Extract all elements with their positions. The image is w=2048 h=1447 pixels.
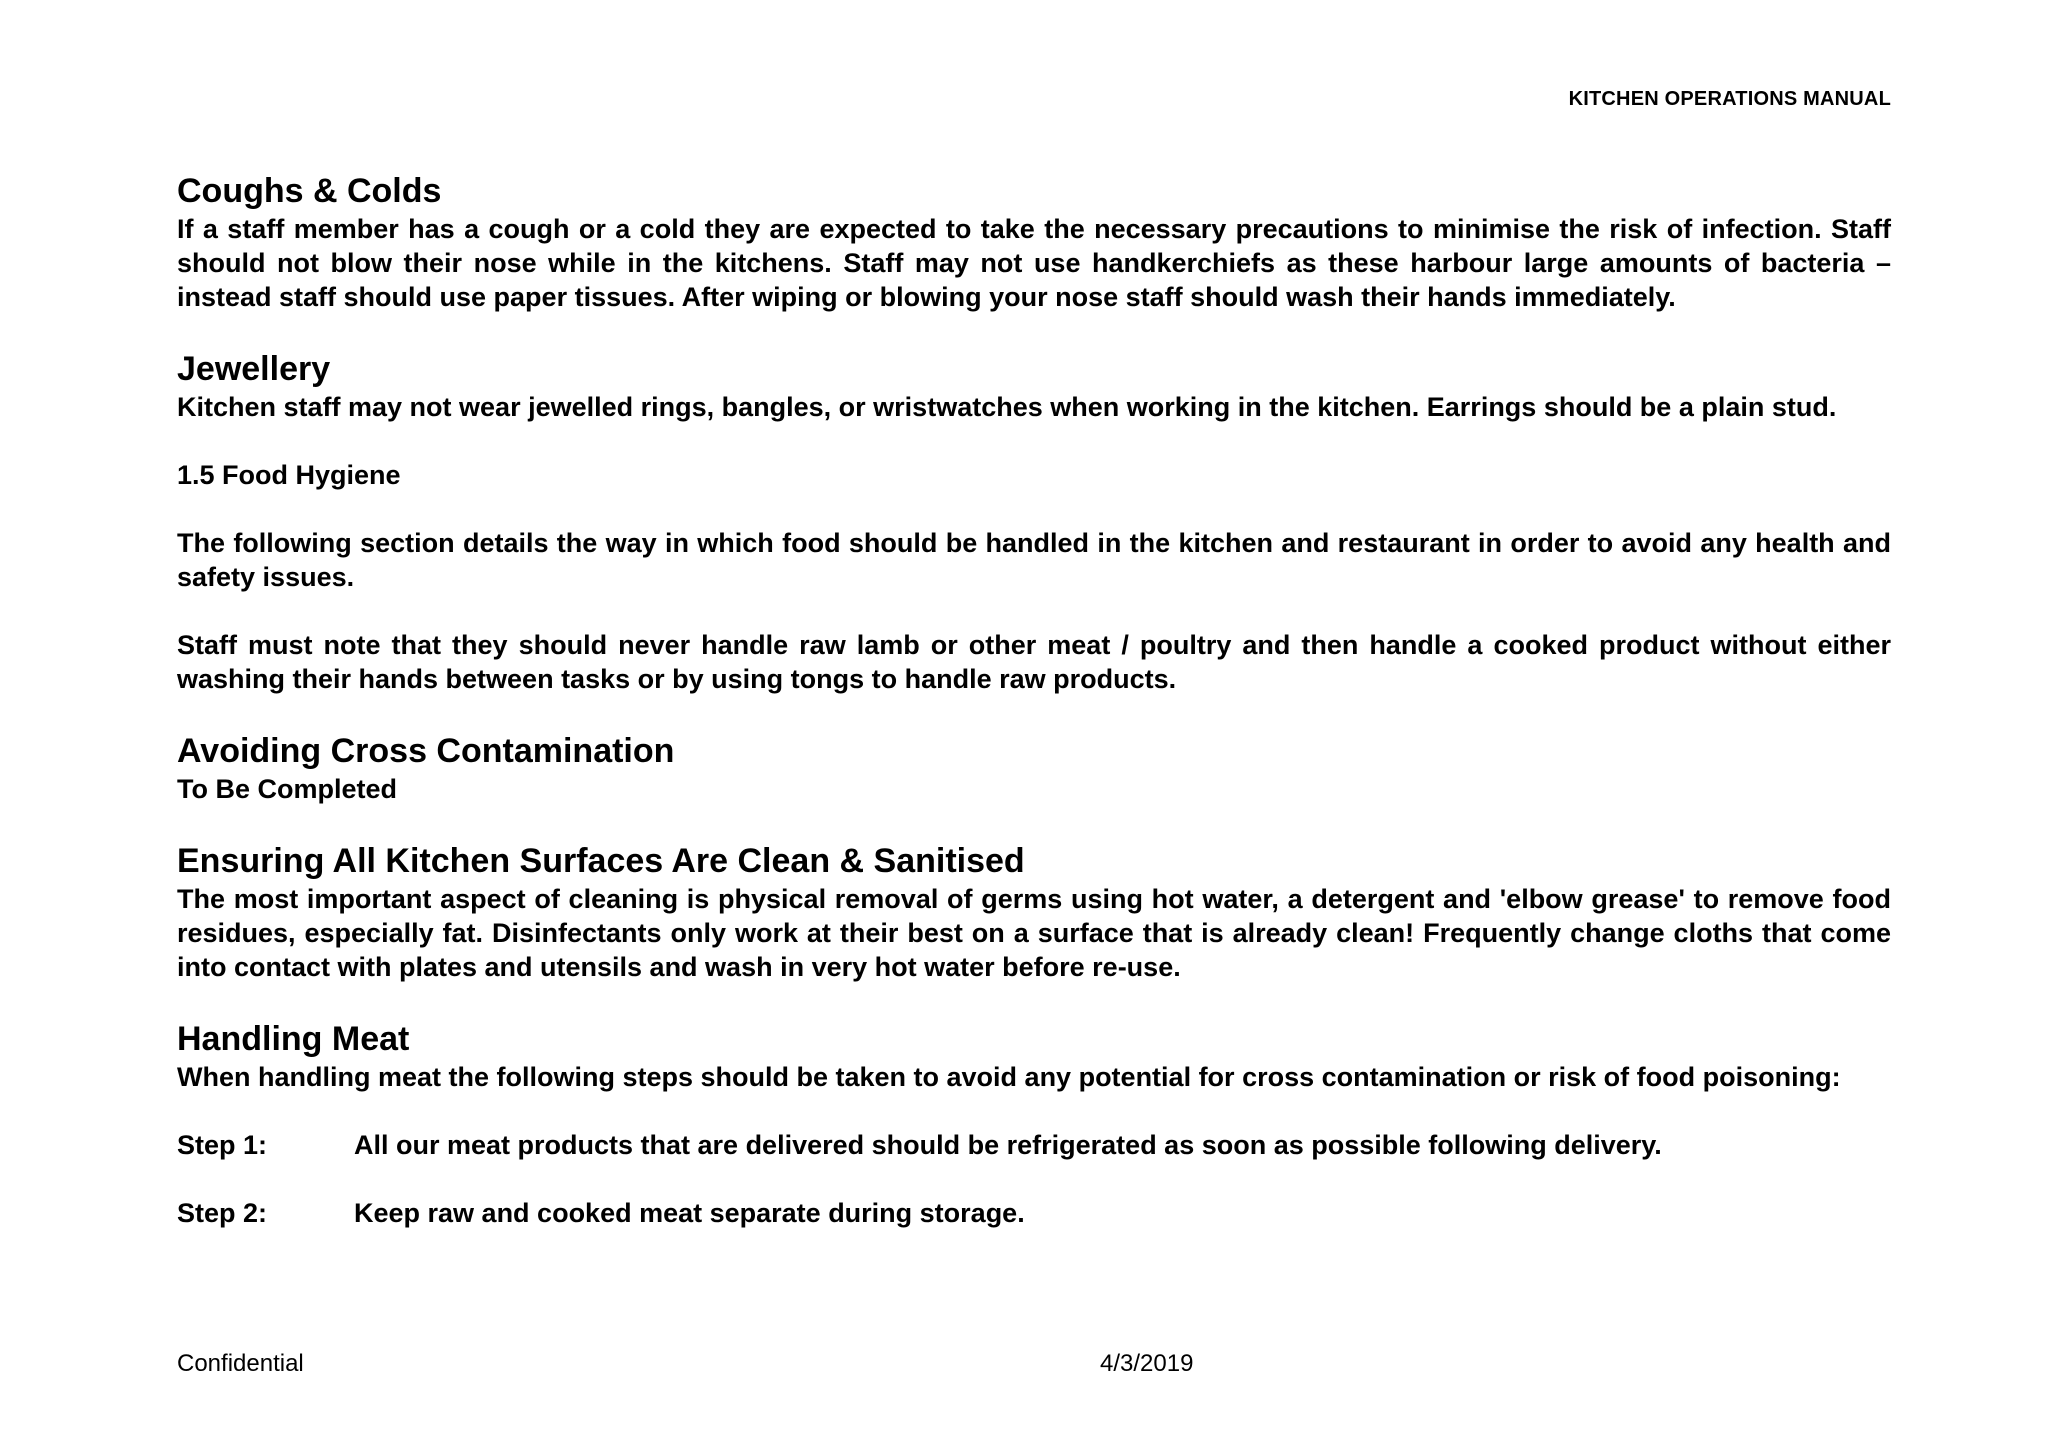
section-heading: Ensuring All Kitchen Surfaces Are Clean & Sanitised <box>177 842 1025 880</box>
page-header-title: KITCHEN OPERATIONS MANUAL <box>1568 88 1891 110</box>
section-body: The most important aspect of cleaning is physical removal of germs using hot water, a detergent and 'elbow grease' to remove food residues, especially fat. Disinfectants only work at their best on a surface that is already clean! Frequently change cloths that come into contact with plates and utensils and wash in very hot water before re-use. <box>177 884 1891 982</box>
section-heading: Jewellery <box>177 350 331 388</box>
section-body: Kitchen staff may not wear jewelled rings, bangles, or wristwatches when working in the kitchen. Earrings should be a plain stud. <box>177 392 1837 422</box>
section-handling-meat <box>177 1018 1891 1230</box>
footer-date: 4/3/2019 <box>1100 1350 1194 1377</box>
step-label: Step 1: <box>177 1130 268 1160</box>
section-heading: Avoiding Cross Contamination <box>177 732 675 770</box>
section-body: If a staff member has a cough or a cold they are expected to take the necessary precautions to minimise the risk of infection. Staff should not blow their nose while in the kitchens. Staff may not use handkerchiefs as these harbour large amounts of bacteria – instead staff should use paper tissues. After wiping or blowing your nose staff should wash their hands immediately. <box>177 214 1891 312</box>
section-body: When handling meat the following steps should be taken to avoid any potential for cross contamination or risk of food poisoning: <box>177 1062 1841 1092</box>
document-content <box>177 170 1891 1230</box>
section-food-hygiene <box>177 458 1891 696</box>
subsection-heading: 1.5 Food Hygiene <box>177 460 401 490</box>
section-clean-surfaces <box>177 840 1891 984</box>
step-text: All our meat products that are delivered should be refrigerated as soon as possible following delivery. <box>354 1130 1662 1160</box>
section-heading: Handling Meat <box>177 1020 410 1058</box>
section-paragraph: The following section details the way in which food should be handled in the kitchen and restaurant in order to avoid any health and safety issues. <box>177 528 1891 592</box>
section-body: To Be Completed <box>177 774 398 804</box>
section-jewellery <box>177 348 1891 424</box>
step-label: Step 2: <box>177 1198 268 1228</box>
section-coughs-colds <box>177 170 1891 314</box>
footer-confidential: Confidential <box>177 1350 304 1377</box>
section-heading: Coughs & Colds <box>177 172 442 210</box>
section-cross-contamination <box>177 730 1891 806</box>
step-item <box>177 1196 1891 1230</box>
step-item <box>177 1128 1891 1162</box>
section-paragraph: Staff must note that they should never handle raw lamb or other meat / poultry and then handle a cooked product without either washing their hands between tasks or by using tongs to handle raw products. <box>177 630 1891 694</box>
step-text: Keep raw and cooked meat separate during storage. <box>354 1198 1025 1228</box>
